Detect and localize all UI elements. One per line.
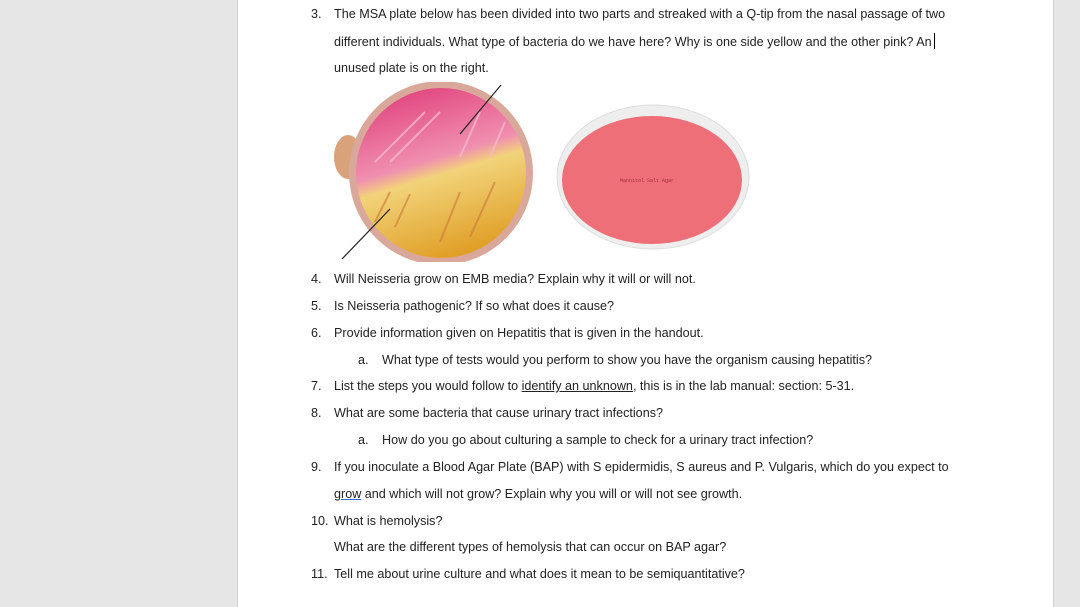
q11-text: Tell me about urine culture and what does it mean to be semiquantitative? bbox=[334, 567, 745, 581]
plate-label: Mannitol Salt Agar bbox=[620, 178, 675, 184]
q6-text: Provide information given on Hepatitis that is given in the handout. bbox=[334, 326, 704, 340]
q7-pre: List the steps you would follow to bbox=[334, 379, 522, 393]
list-number: 5. bbox=[311, 299, 322, 313]
text-cursor bbox=[934, 33, 935, 49]
document-page[interactable] bbox=[237, 0, 1054, 607]
list-letter: a. bbox=[358, 433, 369, 447]
list-number: 4. bbox=[311, 272, 322, 286]
q7-text bbox=[334, 378, 854, 394]
q10-text: What is hemolysis? bbox=[334, 514, 443, 528]
q9-spell-flag[interactable]: grow bbox=[334, 487, 362, 501]
q6a-text: What type of tests would you perform to show you have the organism causing hepatitis? bbox=[382, 353, 873, 367]
q7-post: , this is in the lab manual: section: 5-31. bbox=[632, 379, 855, 393]
q3-line2 bbox=[334, 33, 935, 50]
list-number: 8. bbox=[311, 406, 322, 420]
list-number: 11. bbox=[311, 567, 328, 581]
list-number: 6. bbox=[311, 326, 322, 340]
q3-line1: The MSA plate below has been divided into two parts and streaked with a Q-tip from the nasal passage of two bbox=[334, 7, 946, 21]
q4-text: Will Neisseria grow on EMB media? Explain why it will or will not. bbox=[334, 272, 696, 286]
q3-line3: unused plate is on the right. bbox=[334, 61, 489, 75]
q9-line1: If you inoculate a Blood Agar Plate (BAP) with S epidermidis, S aureus and P. Vulgaris, which do you expect to bbox=[334, 460, 949, 474]
q9-line2 bbox=[334, 486, 742, 502]
q3-line2-text: different individuals. What type of bacteria do we have here? Why is one side yellow and the other pink? An bbox=[334, 35, 932, 49]
list-letter: a. bbox=[358, 353, 369, 367]
q7-underlined: identify an unknown bbox=[521, 379, 633, 393]
q10-sub: What are the different types of hemolysis that can occur on BAP agar? bbox=[334, 540, 727, 554]
q9-line2-text: and which will not grow? Explain why you will or will not see growth. bbox=[361, 487, 743, 501]
list-number: 9. bbox=[311, 460, 322, 474]
list-number: 3. bbox=[311, 7, 322, 21]
list-number: 10. bbox=[311, 514, 329, 528]
q5-text: Is Neisseria pathogenic? If so what does it cause? bbox=[334, 299, 615, 313]
msa-plates-image bbox=[330, 82, 750, 262]
q8a-text: How do you go about culturing a sample to check for a urinary tract infection? bbox=[382, 433, 814, 447]
list-number: 7. bbox=[311, 379, 322, 393]
q8-text: What are some bacteria that cause urinary tract infections? bbox=[334, 406, 663, 420]
